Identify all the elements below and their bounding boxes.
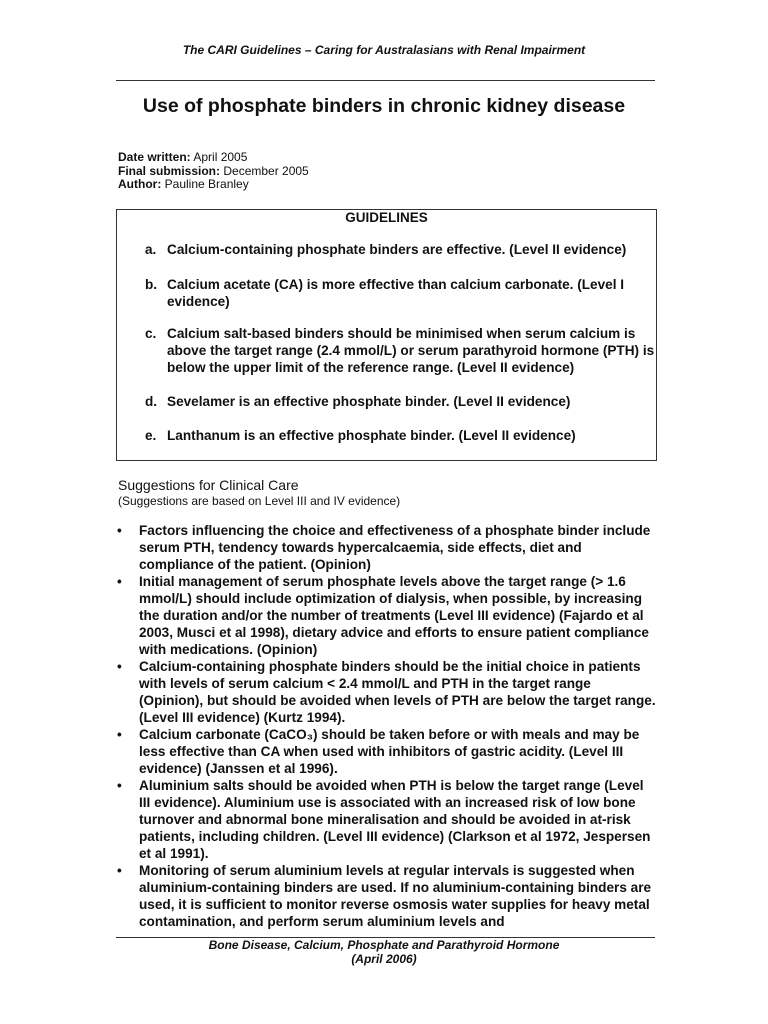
running-header: The CARI Guidelines – Caring for Australasians with Renal Impairment bbox=[182, 43, 586, 57]
bullet-icon: • bbox=[117, 659, 122, 674]
meta-final-submission bbox=[118, 165, 309, 179]
guideline-text: Lanthanum is an effective phosphate binder. (Level II evidence) bbox=[167, 428, 576, 443]
bullet-icon: • bbox=[117, 863, 122, 878]
document-title: Use of phosphate binders in chronic kidney disease bbox=[142, 95, 626, 117]
list-item bbox=[117, 522, 657, 573]
list-item-text: Calcium-containing phosphate binders should be the initial choice in patients with levels of serum calcium < 2.4 mmol/L and PTH in the target range (Opinion), but should be avoided when levels of PTH are below the target range. (Level III evidence) (Kurtz 1994). bbox=[139, 659, 656, 725]
meta-label: Author: bbox=[118, 177, 162, 191]
guideline-text: Calcium acetate (CA) is more effective than calcium carbonate. (Level I evidence) bbox=[167, 277, 625, 309]
list-item-text: Calcium carbonate (CaCO₃) should be taken before or with meals and may be less effective than CA when used with inhibitors of gastric acidity. (Level III evidence) (Janssen et al 1996). bbox=[139, 727, 640, 776]
list-item-text: Aluminium salts should be avoided when PTH is below the target range (Level III evidence). Aluminium use is associated with an increased risk of low bone turnover and abnormal bone mineralisation and should be avoided in at-risk patients, including children. (Level III evidence) (Clarkson et al 1972, Jespersen et al 1991). bbox=[139, 778, 651, 861]
guidelines-box bbox=[116, 209, 657, 461]
suggestions-title: Suggestions for Clinical Care bbox=[118, 477, 299, 493]
suggestions-list bbox=[117, 522, 657, 930]
meta-date-written bbox=[118, 151, 309, 165]
list-item-text: Initial management of serum phosphate levels above the target range (> 1.6 mmol/L) should include optimization of dialysis, when possible, by increasing the duration and/or the number of treatments (Level III evidence) (Fajardo et al 2003, Musci et al 1998), dietary advice and efforts to ensure patient compliance with medications. (Opinion) bbox=[139, 574, 649, 657]
document-metadata bbox=[118, 151, 309, 192]
list-item bbox=[117, 658, 657, 726]
running-footer-title: Bone Disease, Calcium, Phosphate and Parathyroid Hormone bbox=[208, 938, 560, 952]
meta-value: December 2005 bbox=[220, 163, 309, 178]
guideline-letter: a. bbox=[145, 242, 157, 257]
guideline-letter: d. bbox=[145, 394, 158, 409]
running-footer-date: (April 2006) bbox=[351, 952, 417, 966]
guideline-text: Calcium-containing phosphate binders are effective. (Level II evidence) bbox=[167, 242, 627, 257]
guideline-letter: e. bbox=[145, 428, 157, 443]
suggestions-subtitle: (Suggestions are based on Level III and IV evidence) bbox=[118, 494, 401, 508]
list-item bbox=[117, 726, 657, 777]
list-item bbox=[117, 862, 657, 930]
guideline-text: Calcium salt-based binders should be minimised when serum calcium is above the target range (2.4 mmol/L) or serum parathyroid hormone (PTH) is below the upper limit of the reference range. (Level II evidence) bbox=[167, 326, 655, 375]
bullet-icon: • bbox=[117, 778, 122, 793]
list-item-text: Factors influencing the choice and effectiveness of a phosphate binder include serum PTH, tendency towards hypercalcaemia, side effects, diet and compliance of the patient. (Opinion) bbox=[139, 523, 651, 572]
meta-value: April 2005 bbox=[190, 150, 248, 164]
bullet-icon: • bbox=[117, 523, 122, 538]
guideline-letter: b. bbox=[145, 277, 158, 292]
guideline-letter: c. bbox=[145, 326, 157, 341]
guideline-text: Sevelamer is an effective phosphate binder. (Level II evidence) bbox=[167, 394, 571, 409]
meta-value: Pauline Branley bbox=[161, 177, 249, 191]
meta-label: Final submission: bbox=[118, 163, 221, 178]
guidelines-heading: GUIDELINES bbox=[345, 210, 428, 225]
meta-label: Date written: bbox=[118, 150, 191, 164]
header-divider bbox=[116, 80, 655, 81]
meta-author bbox=[118, 178, 309, 192]
list-item-text: Monitoring of serum aluminium levels at regular intervals is suggested when aluminium-containing binders are used. If no aluminium-containing binders are used, it is sufficient to monitor reverse osmosis water supplies for heavy metal contamination, and perform serum aluminium levels and bbox=[139, 863, 652, 929]
list-item bbox=[117, 777, 657, 862]
list-item bbox=[117, 573, 657, 658]
bullet-icon: • bbox=[117, 727, 122, 742]
bullet-icon: • bbox=[117, 574, 122, 589]
